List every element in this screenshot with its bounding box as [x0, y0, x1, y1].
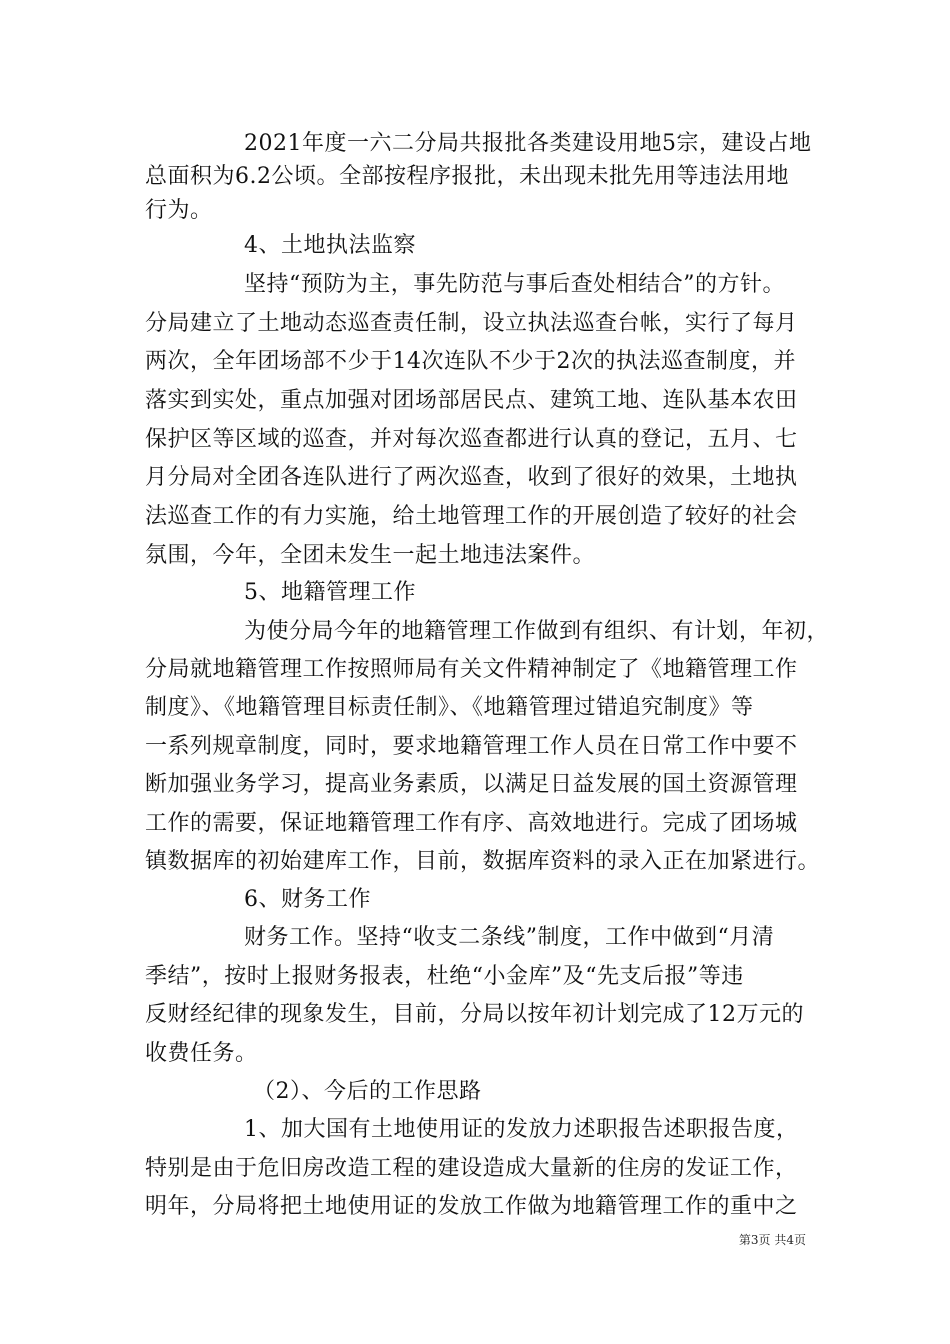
paragraph-line: 行为。 — [145, 198, 213, 223]
paragraph-line: 保护区等区域的巡查，并对每次巡查都进行认真的登记，五月、七 — [145, 427, 798, 452]
paragraph-line: 季结”，按时上报财务报表，杜绝“小金库”及“先支后报”等违 — [145, 964, 744, 989]
paragraph-line: 断加强业务学习，提高业务素质，以满足日益发展的国土资源管理 — [145, 772, 798, 797]
paragraph-line: 1、加大国有土地使用证的发放力述职报告述职报告度， — [244, 1117, 799, 1142]
paragraph-line: 2021年度一六二分局共报批各类建设用地5宗，建设占地 — [244, 131, 812, 156]
page-number: 第3页 共4页 — [738, 1233, 806, 1247]
paragraph-line: 财务工作。坚持“收支二条线”制度，工作中做到“月清 — [244, 925, 775, 950]
section-heading: 6、财务工作 — [244, 887, 371, 912]
paragraph-line: 落实到实处，重点加强对团场部居民点、建筑工地、连队基本农田 — [145, 388, 798, 413]
paragraph-line: 为使分局今年的地籍管理工作做到有组织、有计划，年初， — [244, 619, 830, 644]
section-heading: 5、地籍管理工作 — [244, 580, 416, 605]
paragraph-line: 总面积为6.2公顷。全部按程序报批，未出现未批先用等违法用地 — [145, 164, 789, 189]
paragraph-line: 法巡查工作的有力实施，给土地管理工作的开展创造了较好的社会 — [145, 504, 798, 529]
paragraph-line: 特别是由于危旧房改造工程的建设造成大量新的住房的发证工作， — [145, 1156, 798, 1181]
paragraph-line: 分局建立了土地动态巡查责任制，设立执法巡查台帐，实行了每月 — [145, 311, 798, 336]
paragraph-line: 反财经纪律的现象发生，目前，分局以按年初计划完成了12万元的 — [145, 1002, 804, 1027]
paragraph-line: 一系列规章制度，同时，要求地籍管理工作人员在日常工作中要不 — [145, 734, 798, 759]
paragraph-line: 月分局对全团各连队进行了两次巡查，收到了很好的效果，土地执 — [145, 465, 798, 490]
paragraph-line: 明年，分局将把土地使用证的发放工作做为地籍管理工作的重中之 — [145, 1194, 798, 1219]
paragraph-line: 坚持“预防为主，事先防范与事后查处相结合”的方针。 — [244, 272, 785, 297]
paragraph-line: 工作的需要，保证地籍管理工作有序、高效地进行。完成了团场城 — [145, 811, 798, 836]
paragraph-line: 镇数据库的初始建库工作，目前，数据库资料的录入正在加紧进行。 — [145, 849, 821, 874]
paragraph-line: 分局就地籍管理工作按照师局有关文件精神制定了《地籍管理工作 — [145, 657, 798, 682]
section-heading: 4、土地执法监察 — [244, 233, 416, 258]
paragraph-line: 两次，全年团场部不少于14次连队不少于2次的执法巡查制度，并 — [145, 349, 796, 374]
section-heading: （2）、今后的工作思路 — [253, 1079, 482, 1104]
paragraph-line: 氛围，今年，全团未发生一起土地违法案件。 — [145, 543, 596, 568]
paragraph-line: 制度》、《地籍管理目标责任制》、《地籍管理过错追究制度》等 — [145, 695, 754, 720]
paragraph-line: 收费任务。 — [145, 1041, 258, 1066]
